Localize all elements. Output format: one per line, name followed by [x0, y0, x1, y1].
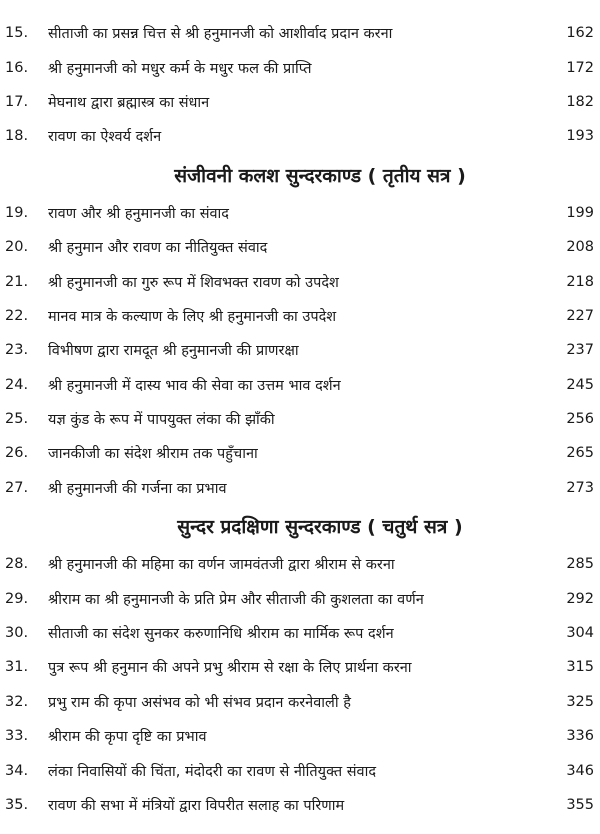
chapter-number: 27. [5, 479, 29, 496]
page-number: 315 [566, 659, 594, 676]
page-number: 172 [566, 59, 594, 76]
page-number: 325 [566, 693, 594, 710]
page-number: 355 [566, 797, 594, 813]
chapter-number: 35. [5, 797, 29, 813]
page-number: 199 [566, 204, 594, 221]
chapter-title: श्री हनुमान और रावण का नीतियुक्त संवाद [48, 240, 268, 257]
toc-entry [0, 685, 600, 719]
toc-entry [0, 333, 600, 367]
chapter-title: रावण का ऐश्वर्य दर्शन [48, 129, 162, 146]
toc-entry [0, 719, 600, 753]
chapter-number: 31. [5, 659, 29, 676]
chapter-number: 21. [5, 273, 29, 290]
page-number: 227 [566, 307, 594, 324]
page-number: 218 [566, 273, 594, 290]
table-of-contents [0, 16, 600, 822]
chapter-title: श्री हनुमानजी का गुरु रूप में शिवभक्त रावण को उपदेश [48, 274, 339, 291]
page-number: 237 [566, 342, 594, 359]
toc-entry [0, 650, 600, 684]
section-heading: संजीवनी कलश सुन्दरकाण्ड ( तृतीय सत्र ) [174, 164, 466, 187]
chapter-title: रावण की सभा में मंत्रियों द्वारा विपरीत सलाह का परिणाम [48, 798, 345, 814]
chapter-title: श्रीराम का श्री हनुमानजी के प्रति प्रेम और सीताजी की कुशलता का वर्णन [48, 591, 424, 608]
page-number: 256 [566, 411, 594, 428]
chapter-title: रावण और श्री हनुमानजी का संवाद [48, 205, 230, 222]
chapter-number: 19. [5, 204, 29, 221]
page-number: 182 [566, 93, 594, 110]
chapter-number: 30. [5, 625, 29, 642]
chapter-number: 26. [5, 445, 29, 462]
toc-entry [0, 368, 600, 402]
page-number: 208 [566, 239, 594, 256]
toc-entry [0, 50, 600, 84]
chapter-title: श्री हनुमानजी की गर्जना का प्रभाव [48, 480, 227, 497]
chapter-number: 29. [5, 590, 29, 607]
toc-entry [0, 547, 600, 581]
toc-entry [0, 402, 600, 436]
chapter-number: 18. [5, 128, 29, 145]
page-number: 162 [566, 25, 594, 42]
chapter-number: 22. [5, 307, 29, 324]
chapter-number: 25. [5, 411, 29, 428]
chapter-title: सीताजी का संदेश सुनकर करुणानिधि श्रीराम का मार्मिक रूप दर्शन [48, 626, 394, 643]
page-number: 292 [566, 590, 594, 607]
chapter-title: जानकीजी का संदेश श्रीराम तक पहुँचाना [48, 446, 258, 463]
toc-entry [0, 436, 600, 470]
chapter-number: 32. [5, 693, 29, 710]
chapter-number: 16. [5, 59, 29, 76]
page-number: 336 [566, 728, 594, 745]
chapter-title: प्रभु राम की कृपा असंभव को भी संभव प्रदान करनेवाली है [48, 694, 351, 711]
page-number: 304 [566, 625, 594, 642]
toc-entry [0, 299, 600, 333]
chapter-title: मेघनाथ द्वारा ब्रह्मास्त्र का संधान [48, 94, 210, 111]
toc-entry [0, 16, 600, 50]
toc-entry [0, 230, 600, 264]
chapter-number: 33. [5, 728, 29, 745]
page-number: 273 [566, 479, 594, 496]
chapter-title: श्री हनुमानजी में दास्य भाव की सेवा का उत्तम भाव दर्शन [48, 377, 341, 394]
page-number: 346 [566, 762, 594, 779]
chapter-number: 17. [5, 93, 29, 110]
chapter-number: 15. [5, 25, 29, 42]
chapter-title: श्री हनुमानजी को मधुर कर्म के मधुर फल की प्राप्ति [48, 60, 312, 77]
chapter-title: विभीषण द्वारा रामदूत श्री हनुमानजी की प्राणरक्षा [48, 343, 299, 360]
chapter-title: सीताजी का प्रसन्न चित्त से श्री हनुमानजी को आशीर्वाद प्रदान करना [48, 26, 393, 43]
chapter-number: 23. [5, 342, 29, 359]
toc-entry [0, 753, 600, 787]
chapter-number: 34. [5, 762, 29, 779]
page-number: 193 [566, 128, 594, 145]
toc-entry [0, 264, 600, 298]
toc-entry [0, 85, 600, 119]
page-number: 265 [566, 445, 594, 462]
chapter-number: 24. [5, 376, 29, 393]
page-number: 245 [566, 376, 594, 393]
chapter-number: 28. [5, 556, 29, 573]
chapter-number: 20. [5, 239, 29, 256]
chapter-title: लंका निवासियों की चिंता, मंदोदरी का रावण से नीतियुक्त संवाद [48, 763, 377, 780]
page-number: 285 [566, 556, 594, 573]
section-heading: सुन्दर प्रदक्षिणा सुन्दरकाण्ड ( चतुर्थ सत्र ) [177, 516, 463, 539]
chapter-title: पुत्र रूप श्री हनुमान की अपने प्रभु श्रीराम से रक्षा के लिए प्रार्थना करना [48, 660, 412, 677]
toc-entry [0, 471, 600, 505]
chapter-title: श्री हनुमानजी की महिमा का वर्णन जामवंतजी द्वारा श्रीराम से करना [48, 557, 395, 574]
toc-entry [0, 119, 600, 153]
chapter-title: श्रीराम की कृपा दृष्टि का प्रभाव [48, 729, 207, 746]
toc-entry [0, 196, 600, 230]
toc-entry [0, 616, 600, 650]
toc-entry [0, 581, 600, 615]
toc-entry [0, 788, 600, 822]
chapter-title: मानव मात्र के कल्याण के लिए श्री हनुमानजी का उपदेश [48, 308, 337, 325]
chapter-title: यज्ञ कुंड के रूप में पापयुक्त लंका की झाँकी [48, 412, 275, 429]
